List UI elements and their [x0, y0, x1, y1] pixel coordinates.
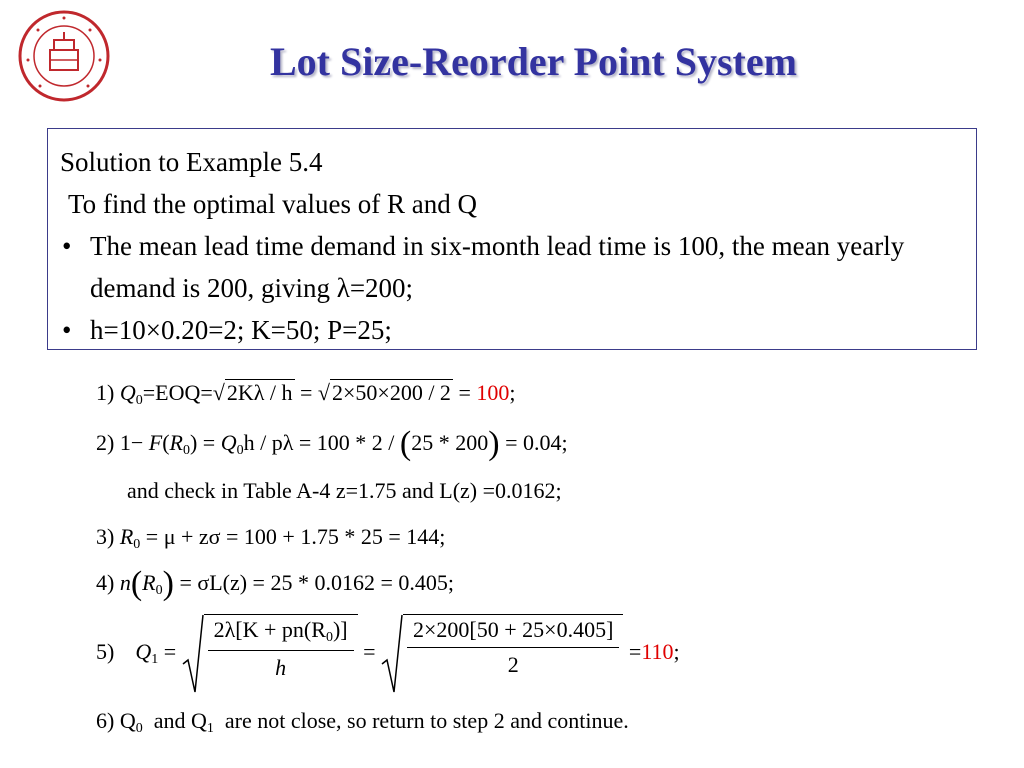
note-part: and Q [142, 708, 207, 733]
expr-part: ) = [189, 430, 221, 455]
fraction-symbolic [208, 617, 354, 681]
var-q: Q [135, 639, 152, 665]
subscript: 0 [135, 721, 143, 736]
open-paren: ( [130, 565, 143, 602]
radicand-numeric: 2×50×200 / 2 [332, 380, 451, 405]
denominator: h [275, 655, 287, 680]
bullet-item [60, 309, 964, 351]
step-2-equation [96, 425, 568, 462]
table-check-note: and check in Table A-4 z=1.75 and L(z) =0.0162; [127, 478, 562, 503]
step-1-equation [96, 380, 515, 409]
fraction-numeric [407, 617, 619, 678]
note-part: 6) Q [96, 708, 136, 733]
expr-part: 25 * 200 [411, 430, 489, 455]
numerator: 2λ[K + pn(R [213, 617, 326, 642]
step-number: 2) [96, 430, 115, 455]
subscript: 1 [206, 721, 214, 736]
step-3-equation [96, 524, 445, 553]
var-r: R [169, 430, 183, 455]
subscript: 0 [135, 393, 143, 408]
equals-sign: = [628, 639, 642, 665]
step-number: 5) [96, 639, 115, 665]
bullet-dot: • [62, 315, 72, 345]
solution-subheading: To find the optimal values of R and Q [68, 189, 478, 219]
var-q: Q [119, 380, 136, 405]
open-paren: ( [399, 425, 412, 462]
subscript: 0 [236, 443, 244, 458]
subscript: 0 [325, 630, 333, 645]
sqrt-symbol: √ [317, 380, 330, 405]
sqrt-sign-icon [381, 614, 403, 694]
var-n: n [119, 570, 131, 595]
close-paren: ) [162, 565, 174, 602]
q1-result: 110 [641, 639, 674, 665]
radical-symbolic [182, 614, 358, 694]
eoq-label: =EOQ= [142, 380, 213, 405]
expr-part: 1− [119, 430, 144, 455]
step-number: 4) [96, 570, 115, 595]
step-6-note [96, 708, 629, 737]
var-f: F [148, 430, 163, 455]
equals-sign: = [300, 380, 313, 405]
slide-title: Lot Size-Reorder Point System [270, 39, 797, 84]
subscript: 0 [155, 583, 163, 598]
var-r: R [119, 524, 134, 549]
denominator: 2 [507, 652, 519, 677]
subscript: 0 [133, 537, 141, 552]
solution-box [47, 128, 977, 350]
close-paren: ) [488, 425, 500, 462]
step-number: 1) [96, 380, 115, 405]
bullet-text-demand: The mean lead time demand in six-month lead time is 100, the mean yearly demand is 200, giving λ=200; [90, 231, 905, 303]
expr-part: = μ + zσ = 100 + 1.75 * 25 = 144; [140, 524, 446, 549]
step-number: 3) [96, 524, 115, 549]
numerator-end: )] [332, 617, 348, 642]
bullet-dot: • [62, 231, 72, 261]
step-4-equation [96, 565, 454, 602]
radical-numeric [381, 614, 623, 694]
bullet-item [60, 225, 964, 309]
solution-heading: Solution to Example 5.4 [60, 147, 323, 177]
eoq-result: 100 [476, 380, 510, 405]
expr-part: = σL(z) = 25 * 0.0162 = 0.405; [173, 570, 454, 595]
equals-sign: = [163, 639, 177, 665]
expr-part: = 0.04; [499, 430, 568, 455]
note-part: are not close, so return to step 2 and continue. [213, 708, 629, 733]
subscript: 0 [182, 443, 190, 458]
expr-part: h / pλ = 100 * 2 / [243, 430, 400, 455]
subscript: 1 [151, 652, 159, 668]
var-r: R [142, 570, 156, 595]
step-5-equation [96, 614, 680, 694]
sqrt-sign-icon [182, 614, 204, 694]
university-seal-logo [18, 10, 110, 102]
semicolon: ; [509, 380, 516, 405]
radicand-symbolic: 2Kλ / h [226, 380, 293, 405]
semicolon: ; [673, 639, 680, 665]
equals-sign: = [363, 639, 376, 665]
numerator: 2×200[50 + 25×0.405] [407, 617, 619, 648]
expr-part: ( [162, 430, 170, 455]
bullet-text-params: h=10×0.20=2; K=50; P=25; [90, 315, 392, 345]
equals-sign: = [458, 380, 471, 405]
sqrt-symbol: √ [212, 380, 225, 405]
var-q: Q [220, 430, 237, 455]
